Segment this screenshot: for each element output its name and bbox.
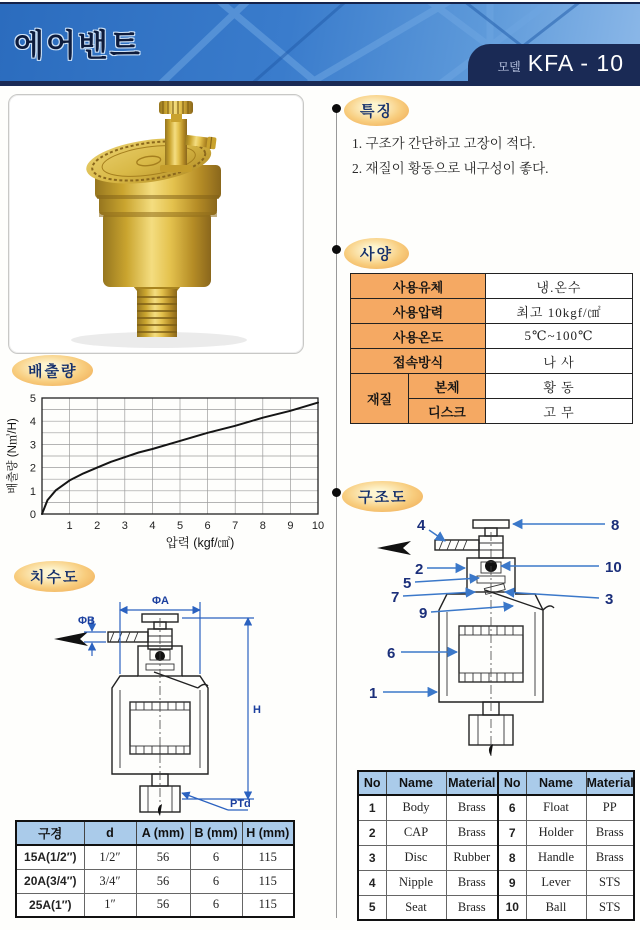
discharge-chart	[4, 388, 326, 558]
x-tick-label: 9	[287, 520, 294, 532]
x-tick-label: 1	[66, 520, 73, 532]
table-cell: Holder	[526, 820, 586, 845]
feature-item: 2. 재질이 황동으로 내구성이 좋다.	[352, 161, 549, 176]
table-row	[351, 299, 633, 324]
table-header-cell: d	[84, 821, 136, 845]
specs-badge: 사양	[344, 238, 409, 269]
table-cell: 3	[358, 845, 386, 870]
callout-10: 10	[605, 559, 622, 576]
table-header-cell: 구경	[16, 821, 84, 845]
table-row	[351, 349, 633, 374]
table-row	[358, 870, 634, 895]
specs-bullet	[332, 245, 341, 254]
discharge-badge: 배출량	[12, 355, 93, 386]
x-axis-label: 압력 (kgf/㎠)	[165, 536, 235, 550]
table-cell: Brass	[446, 870, 498, 895]
table-cell: Brass	[446, 895, 498, 920]
table-cell: Brass	[586, 845, 634, 870]
model-badge	[468, 44, 640, 81]
table-header-cell: No	[358, 771, 386, 795]
table-cell: 1	[358, 795, 386, 820]
table-cell: Brass	[446, 795, 498, 820]
x-tick-label: 8	[259, 520, 266, 532]
table-header-cell: B (mm)	[190, 821, 242, 845]
callout-7: 7	[391, 589, 400, 606]
section-connector-line	[336, 107, 337, 918]
callout-1: 1	[369, 685, 378, 702]
dimension-drawing	[42, 588, 294, 818]
table-row	[351, 274, 633, 299]
table-header-cell: Name	[526, 771, 586, 795]
table-header-cell: Material	[446, 771, 498, 795]
table-row	[16, 869, 294, 893]
table-cell: 접속방식	[351, 349, 486, 374]
table-row	[358, 820, 634, 845]
table-cell: 사용유체	[351, 274, 486, 299]
table-cell: 25A(1″)	[16, 893, 84, 917]
y-tick-label: 4	[29, 416, 36, 429]
table-row	[16, 845, 294, 869]
model-number: KFA - 10	[527, 50, 624, 76]
table-cell: Float	[526, 795, 586, 820]
table-cell: STS	[586, 895, 634, 920]
structure-badge: 구조도	[342, 481, 423, 512]
features-list	[352, 131, 622, 181]
y-tick-label: 3	[29, 439, 36, 452]
table-cell: Brass	[586, 820, 634, 845]
table-header-row	[16, 821, 294, 845]
callout-9: 9	[419, 605, 428, 622]
table-cell: Ball	[526, 895, 586, 920]
table-cell: 황 동	[486, 374, 633, 399]
table-cell: Rubber	[446, 845, 498, 870]
table-cell: 본체	[409, 374, 486, 399]
table-row	[351, 324, 633, 349]
callout-4: 4	[417, 517, 426, 534]
x-tick-label: 7	[232, 520, 239, 532]
table-header-row	[358, 771, 634, 795]
table-cell: 6	[190, 893, 242, 917]
table-cell: 고 무	[486, 399, 633, 424]
table-cell: 56	[136, 893, 190, 917]
table-cell: 6	[498, 795, 526, 820]
table-cell: 1/2″	[84, 845, 136, 869]
table-cell: 1″	[84, 893, 136, 917]
table-cell: 56	[136, 869, 190, 893]
table-header-cell: Name	[386, 771, 446, 795]
table-cell: Brass	[446, 820, 498, 845]
table-cell: Seat	[386, 895, 446, 920]
features-badge: 특징	[344, 95, 409, 126]
callout-2: 2	[415, 561, 424, 578]
table-row	[351, 374, 633, 399]
table-cell: 2	[358, 820, 386, 845]
dim-label-h: H	[253, 704, 261, 716]
table-row	[358, 895, 634, 920]
x-tick-label: 4	[149, 520, 156, 532]
table-row	[16, 893, 294, 917]
table-cell: 115	[242, 893, 294, 917]
table-cell: 6	[190, 845, 242, 869]
table-cell: 7	[498, 820, 526, 845]
table-cell: 10	[498, 895, 526, 920]
table-header-cell: No	[498, 771, 526, 795]
y-tick-label: 0	[29, 509, 36, 521]
x-tick-label: 2	[94, 520, 101, 532]
page-header	[0, 2, 640, 86]
y-tick-label: 5	[29, 393, 36, 405]
parts-table	[357, 770, 635, 921]
table-cell: 20A(3/4″)	[16, 869, 84, 893]
header-divider	[0, 81, 640, 86]
dim-label-ptd: PTd	[230, 798, 251, 810]
table-cell: Handle	[526, 845, 586, 870]
table-cell: 6	[190, 869, 242, 893]
table-cell: STS	[586, 870, 634, 895]
spec-table	[350, 273, 633, 424]
table-cell: Lever	[526, 870, 586, 895]
table-cell: 8	[498, 845, 526, 870]
callout-3: 3	[605, 591, 614, 608]
table-cell: 56	[136, 845, 190, 869]
table-cell: 5	[358, 895, 386, 920]
table-cell: Disc	[386, 845, 446, 870]
x-tick-label: 5	[176, 520, 184, 532]
features-bullet	[332, 104, 341, 113]
table-cell: 사용온도	[351, 324, 486, 349]
table-cell: 115	[242, 869, 294, 893]
table-cell: 재질	[351, 374, 409, 424]
dim-label-phi-a: ΦA	[152, 595, 169, 607]
model-label: 모델	[497, 60, 521, 74]
table-cell: 3/4″	[84, 869, 136, 893]
structure-drawing	[347, 510, 635, 764]
feature-item: 1. 구조가 간단하고 고장이 적다.	[352, 136, 536, 151]
dimensions-badge: 치수도	[14, 561, 95, 592]
table-cell: CAP	[386, 820, 446, 845]
table-header-cell: H (mm)	[242, 821, 294, 845]
page-title: 에어밴트	[14, 28, 142, 63]
table-cell: Body	[386, 795, 446, 820]
y-tick-label: 2	[29, 462, 36, 475]
table-cell: 4	[358, 870, 386, 895]
y-axis-label: 배출량 (N㎥/H)	[7, 418, 19, 494]
discharge-chart-svg	[4, 388, 326, 558]
table-cell: 냉.온수	[486, 274, 633, 299]
callout-8: 8	[611, 517, 620, 534]
table-cell: 사용압력	[351, 299, 486, 324]
table-cell: 115	[242, 845, 294, 869]
table-row	[358, 845, 634, 870]
y-tick-label: 1	[29, 485, 36, 498]
table-cell: 5℃~100℃	[486, 324, 633, 349]
table-cell: 나 사	[486, 349, 633, 374]
x-tick-label: 6	[204, 520, 211, 532]
callout-6: 6	[387, 645, 396, 662]
x-tick-label: 10	[311, 520, 325, 532]
table-cell: 최고 10kgf/㎠	[486, 299, 633, 324]
dim-label-phi-b: ΦB	[78, 615, 95, 627]
table-header-cell: Material	[586, 771, 634, 795]
table-cell: PP	[586, 795, 634, 820]
table-cell: 디스크	[409, 399, 486, 424]
table-cell: 15A(1/2″)	[16, 845, 84, 869]
structure-bullet	[332, 488, 341, 497]
product-photo	[9, 95, 303, 353]
product-photo-frame	[8, 94, 304, 354]
table-header-cell: A (mm)	[136, 821, 190, 845]
table-cell: Nipple	[386, 870, 446, 895]
table-row	[358, 795, 634, 820]
table-cell: 9	[498, 870, 526, 895]
dimensions-table	[15, 820, 295, 918]
callout-5: 5	[403, 575, 412, 592]
x-tick-label: 3	[121, 520, 128, 532]
